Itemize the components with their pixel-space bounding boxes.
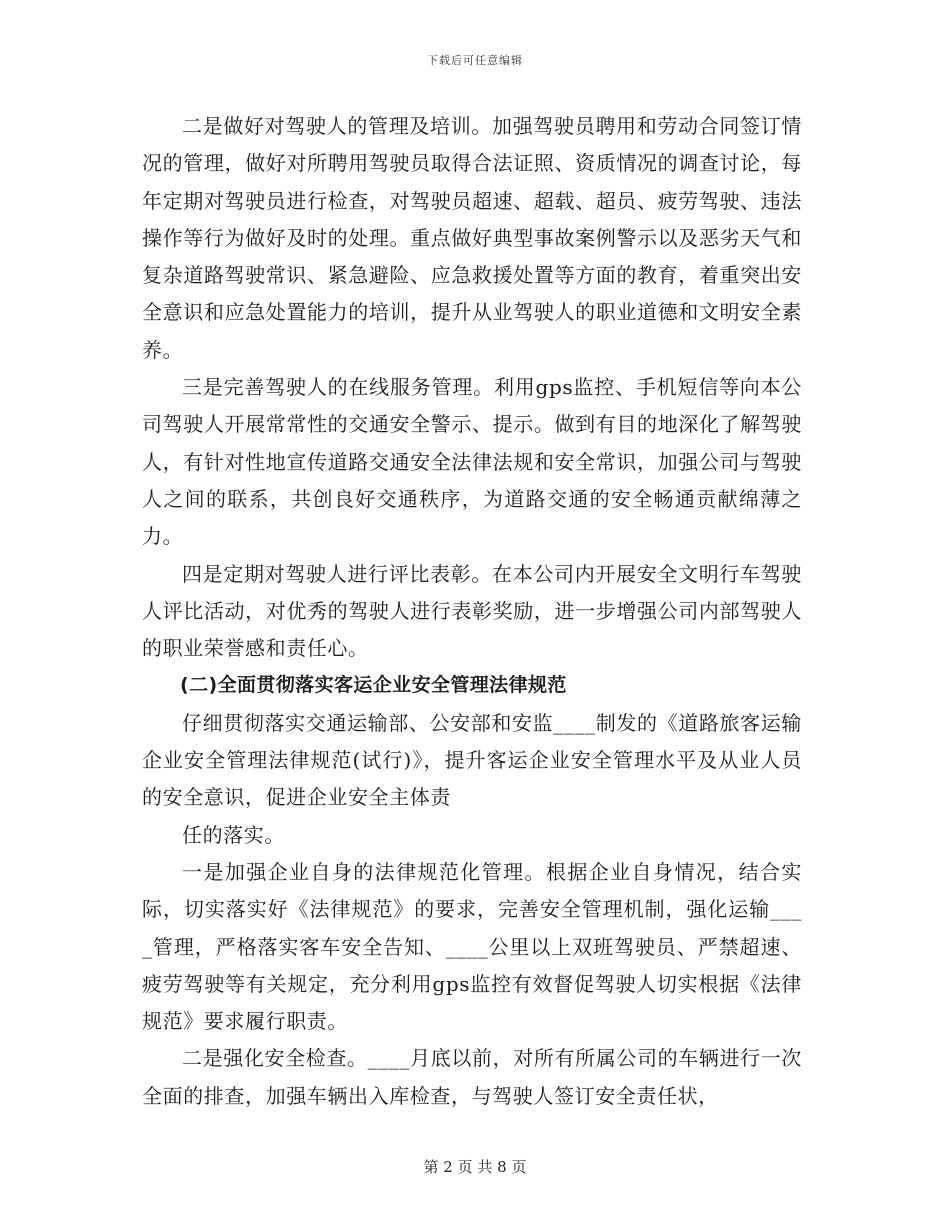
page-header-note: 下载后可任意编辑 — [427, 54, 523, 67]
section-heading: (二)全面贯彻落实客运企业安全管理法律规范 — [180, 674, 567, 697]
paragraph-safety-inspection: 二是强化安全检查。____月底以前，对所有所属公司的车辆进行一次全面的排查，加强车辆出入库检查，与驾驶人签订安全责任状， — [142, 1046, 802, 1108]
paragraph-driver-awards: 四是定期对驾驶人进行评比表彰。在本公司内开展安全文明行车驾驶人评比活动，对优秀的驾驶人进行表彰奖励，进一步增强公司内部驾驶人的职业荣誉感和责任心。 — [142, 561, 802, 661]
paragraph-driver-training: 二是做好对驾驶人的管理及培训。加强驾驶员聘用和劳动合同签订情况的管理，做好对所聘用驾驶员取得合法证照、资质情况的调查讨论，每年定期对驾驶员进行检查，对驾驶员超速、超载、超员、疲劳驾驶、违法操作等行为做好及时的处理。重点做好典型事故案例警示以及恶劣天气和复杂道路驾驶常识、紧急避险、应急救援处置等方面的教育，着重突出安全意识和应急处置能力的培训，提升从业驾驶人的职业道德和文明安全素养。 — [142, 114, 802, 362]
paragraph-online-service: 三是完善驾驶人的在线服务管理。利用gps监控、手机短信等向本公司驾驶人开展常常性的交通安全警示、提示。做到有目的地深化了解驾驶人，有针对性地宣传道路交通安全法律法规和安全常识，加强公司与驾驶人之间的联系，共创良好交通秩序，为道路交通的安全畅通贡献绵薄之力。 — [142, 375, 802, 549]
paragraph-regulation-continued: 任的落实。 — [182, 822, 285, 847]
paragraph-regulation-intro: 仔细贯彻落实交通运输部、公安部和安监____制发的《道路旅客运输企业安全管理法律规范(试行)》，提升客运企业安全管理水平及从业人员的安全意识，促进企业安全主体责 — [142, 710, 802, 810]
page-number: 第 2 页 共 8 页 — [423, 1158, 527, 1176]
document-body — [142, 108, 802, 1115]
paragraph-legal-management: 一是加强企业自身的法律规范化管理。根据企业自身情况，结合实际，切实落实好《法律规范》的要求，完善安全管理机制，强化运输____管理，严格落实客车安全告知、____公里以上双班驾驶员、严禁超速、疲劳驾驶等有关规定，充分利用gps监控有效督促驾驶人切实根据《法律规范》要求履行职责。 — [142, 859, 802, 1034]
